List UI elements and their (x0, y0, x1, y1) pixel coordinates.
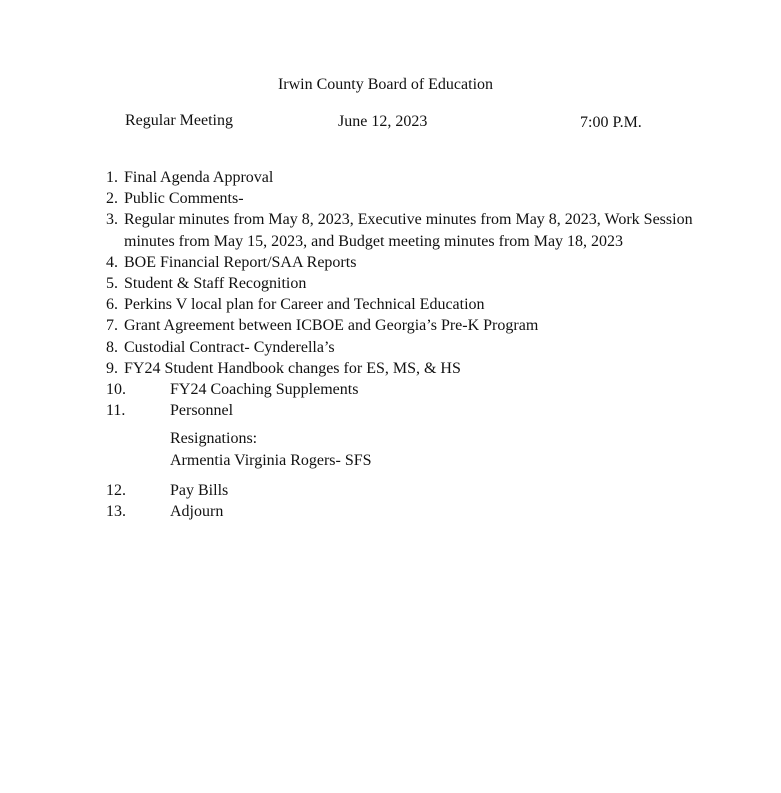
agenda-item (106, 273, 706, 294)
agenda-item-text: Perkins V local plan for Career and Technical Education (124, 296, 485, 314)
agenda-item-number: 13. (106, 503, 126, 521)
agenda-item-number: 4. (106, 253, 118, 271)
agenda-item (106, 188, 706, 209)
agenda-item-number: 11. (106, 402, 126, 420)
agenda-item-number: 10. (106, 381, 126, 399)
page-title: Irwin County Board of Education (277, 76, 494, 93)
agenda-item-text: FY24 Student Handbook changes for ES, MS, & HS (124, 359, 461, 377)
agenda-item-text: Regular minutes from May 8, 2023, Executive minutes from May 8, 2023, Work Session minutes from May 15, 2023, and Budget meeting minutes from May 18, 2023 (124, 211, 693, 250)
agenda-item (106, 379, 706, 400)
agenda-item (106, 209, 706, 251)
agenda-item-number: 9. (106, 359, 118, 377)
agenda-item-number: 6. (106, 296, 118, 314)
personnel-details (106, 421, 706, 479)
agenda-item-text: Pay Bills (170, 481, 229, 499)
agenda-item (106, 167, 706, 188)
meeting-type: Regular Meeting (125, 112, 233, 129)
agenda-item (106, 358, 706, 379)
agenda-item (106, 315, 706, 336)
agenda-item (106, 400, 706, 480)
agenda-item-text: Public Comments- (124, 190, 244, 208)
personnel-entry: Armentia Virginia Rogers- SFS (170, 451, 372, 469)
agenda-item-text: Student & Staff Recognition (124, 275, 307, 293)
agenda-item-text: Final Agenda Approval (124, 169, 274, 186)
agenda-item-number: 5. (106, 275, 118, 293)
agenda-item (106, 501, 706, 522)
agenda-item-text: Personnel (170, 402, 234, 420)
agenda-item-number: 7. (106, 317, 118, 335)
agenda-item-text: Grant Agreement between ICBOE and Georgia’s Pre-K Program (124, 317, 539, 335)
agenda-item-number: 8. (106, 338, 118, 356)
agenda-item (106, 252, 706, 273)
agenda-item (106, 294, 706, 315)
agenda-item-number: 3. (106, 211, 118, 229)
agenda-list (106, 167, 706, 522)
agenda-item-text: FY24 Coaching Supplements (170, 381, 359, 399)
meeting-date: June 12, 2023 (338, 113, 428, 130)
agenda-item-text: Custodial Contract- Cynderella’s (124, 338, 335, 356)
agenda-item-number: 12. (106, 481, 126, 499)
agenda-item (106, 337, 706, 358)
agenda-item-text: Adjourn (170, 503, 224, 521)
agenda-item (106, 480, 706, 501)
agenda-item-number: 1. (106, 169, 118, 186)
meeting-time: 7:00 P.M. (580, 114, 642, 131)
agenda-item-number: 2. (106, 190, 118, 208)
agenda-item-text: BOE Financial Report/SAA Reports (124, 253, 357, 271)
personnel-heading: Resignations: (170, 430, 258, 448)
